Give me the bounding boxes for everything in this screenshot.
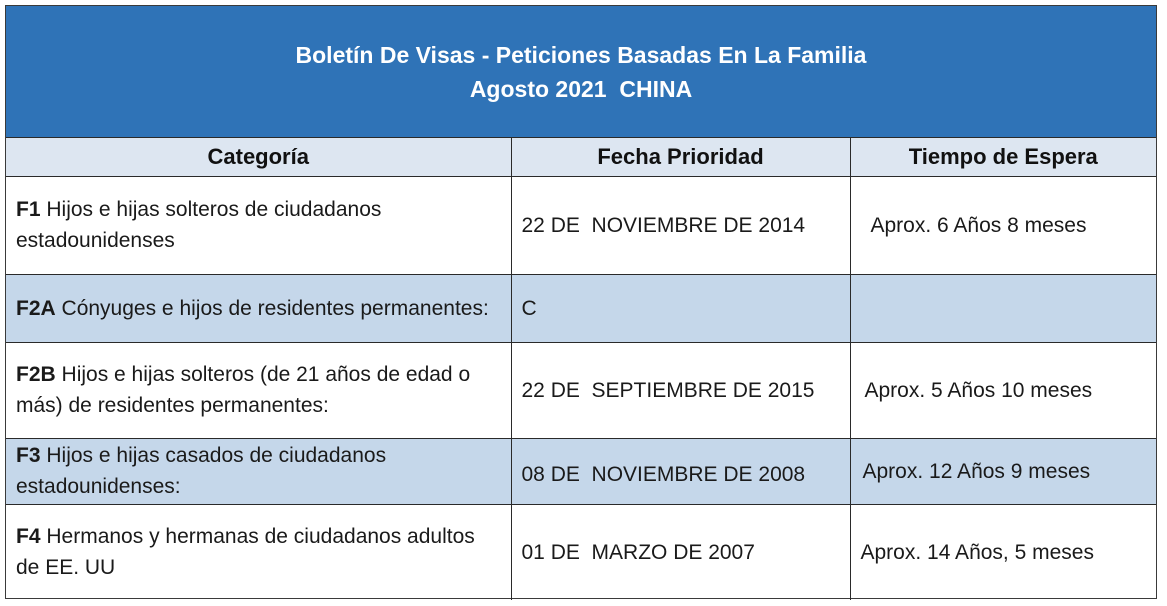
priority-date-cell: 22 DE SEPTIEMBRE DE 2015: [511, 342, 850, 438]
category-code: F2A: [16, 296, 56, 320]
priority-date-cell: C: [511, 274, 850, 342]
bulletin-title: Boletín De Visas - Peticiones Basadas En La Familia: [295, 41, 867, 68]
table-row: [6, 176, 1156, 274]
wait-time-cell: Aprox. 14 Años, 5 meses: [850, 504, 1156, 600]
category-cell: [6, 176, 511, 274]
category-code: F2B: [16, 363, 56, 386]
wait-time-cell: Aprox. 5 Años 10 meses: [850, 342, 1156, 438]
category-code: F3: [16, 444, 41, 467]
category-code: F4: [16, 525, 41, 549]
visa-bulletin-table: [5, 5, 1157, 599]
category-description: Hijos e hijas solteros de ciudadanos estadounidenses: [16, 198, 382, 252]
wait-time-cell: [850, 274, 1156, 342]
category-cell: [6, 342, 511, 438]
priority-date-cell: 08 DE NOVIEMBRE DE 2008: [511, 438, 850, 504]
priority-date-cell: 01 DE MARZO DE 2007: [511, 504, 850, 600]
category-description: Hijos e hijas solteros (de 21 años de edad o más) de residentes permanentes:: [16, 363, 471, 417]
category-code: F1: [16, 198, 41, 221]
category-description: Hermanos y hermanas de ciudadanos adultos de EE. UU: [16, 525, 475, 580]
column-header-category: Categoría: [6, 138, 511, 176]
table-row: [6, 504, 1156, 600]
wait-time-cell: Aprox. 6 Años 8 meses: [850, 176, 1156, 274]
category-cell: [6, 438, 511, 504]
category-description: Hijos e hijas casados de ciudadanos estadounidenses:: [16, 444, 387, 498]
category-cell: [6, 504, 511, 600]
column-header-priority-date: Fecha Prioridad: [511, 138, 850, 176]
table-row: [6, 438, 1156, 504]
table-row: [6, 274, 1156, 342]
priority-date-cell: 22 DE NOVIEMBRE DE 2014: [511, 176, 850, 274]
table-row: [6, 342, 1156, 438]
bulletin-subtitle: Agosto 2021 CHINA: [469, 75, 693, 102]
column-header-row: [6, 138, 1156, 176]
column-header-wait-time: Tiempo de Espera: [850, 138, 1156, 176]
category-cell: [6, 274, 511, 342]
priority-dates-table: [6, 138, 1156, 600]
category-description: Cónyuges e hijos de residentes permanentes:: [61, 296, 489, 320]
bulletin-header: [6, 6, 1156, 138]
wait-time-cell: Aprox. 12 Años 9 meses: [850, 438, 1156, 504]
